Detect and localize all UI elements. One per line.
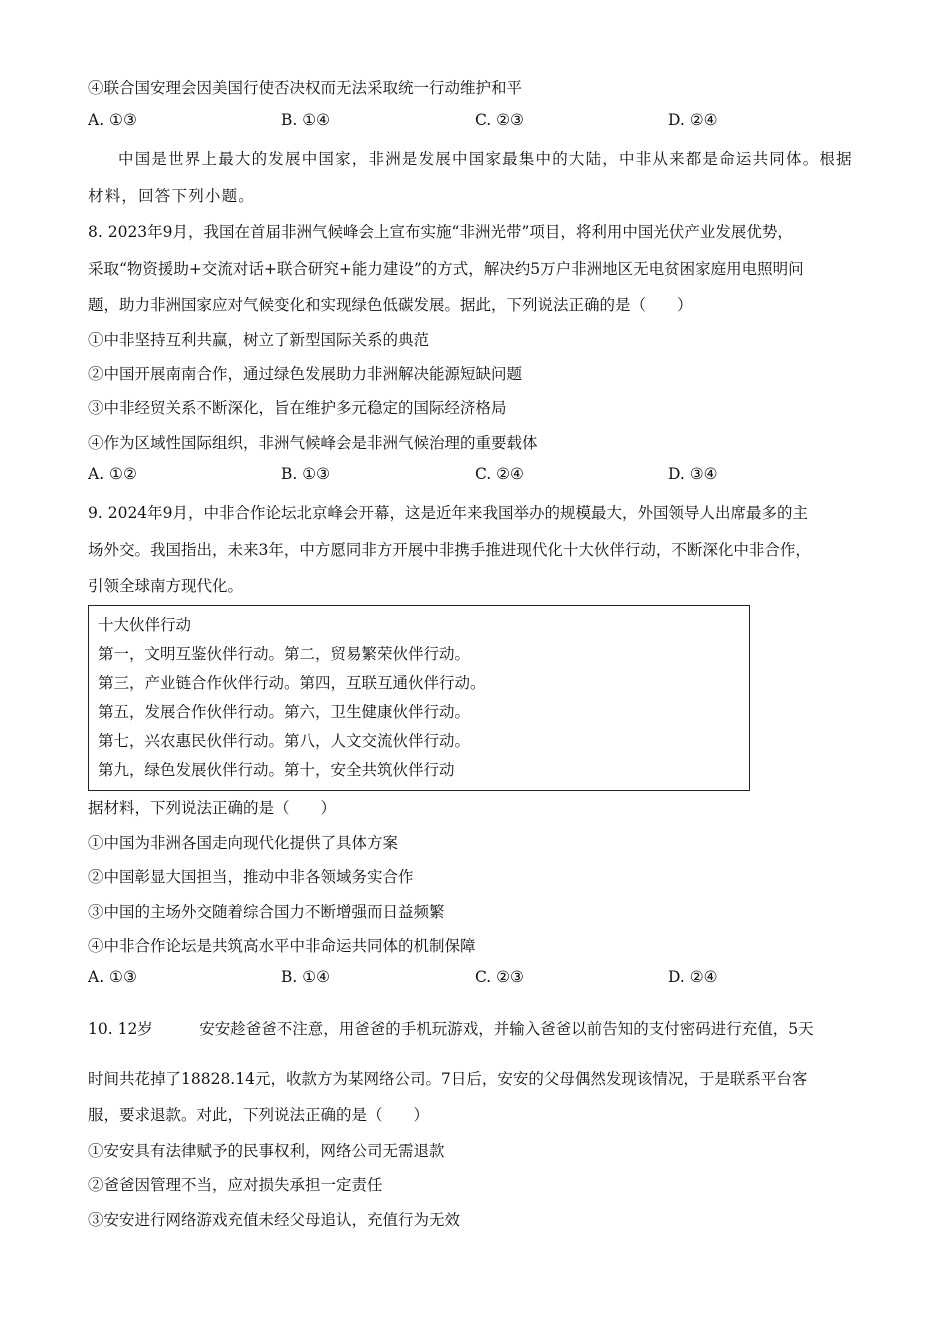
answer-options [88, 465, 788, 487]
q8-item: ③中非经贸关系不断深化，旨在维护多元稳定的国际经济格局 [88, 399, 507, 417]
answer-options [88, 968, 788, 990]
passage-line: 中国是世界上最大的发展中国家，非洲是发展中国家最集中的大陆，中非从来都是命运共同体。根据 [118, 150, 853, 168]
q8-item: ②中国开展南南合作，通过绿色发展助力非洲解决能源短缺问题 [88, 365, 523, 383]
option-c[interactable]: C. ②③ [475, 968, 524, 986]
passage-line: 材料，回答下列小题。 [88, 187, 256, 205]
option-a[interactable]: A. ①③ [88, 111, 137, 129]
option-b[interactable]: B. ①③ [281, 465, 331, 483]
q9-item: ③中国的主场外交随着综合国力不断增强而日益频繁 [88, 903, 445, 921]
option-d[interactable]: D. ②④ [668, 111, 718, 129]
material-box [88, 605, 750, 791]
q8-item: ①中非坚持互利共赢，树立了新型国际关系的典范 [88, 331, 430, 349]
option-d[interactable]: D. ③④ [668, 465, 718, 483]
option-a[interactable]: A. ①③ [88, 968, 137, 986]
option-d[interactable]: D. ②④ [668, 968, 718, 986]
answer-options [88, 111, 788, 133]
q9-stem: 9. 2024年9月，中非合作论坛北京峰会开幕，这是近年来我国举办的规模最大，外国领导人出席最多的主 [88, 504, 809, 522]
q8-stem: 8. 2023年9月，我国在首届非洲气候峰会上宣布实施“非洲光带”项目，将利用中国光伏产业发展优势， [88, 223, 793, 241]
option-c[interactable]: C. ②④ [475, 465, 524, 483]
material-box-line: 第五，发展合作伙伴行动。第六，卫生健康伙伴行动。 [98, 703, 471, 721]
q8-item: ④作为区域性国际组织，非洲气候峰会是非洲气候治理的重要载体 [88, 434, 538, 452]
q10-stem: 10. 12岁 安安趁爸爸不注意，用爸爸的手机玩游戏，并输入爸爸以前告知的支付密码进行充值，5天 [88, 1020, 814, 1038]
option-c[interactable]: C. ②③ [475, 111, 524, 129]
q9-item: ④中非合作论坛是共筑高水平中非命运共同体的机制保障 [88, 937, 476, 955]
question-item: ④联合国安理会因美国行使否决权而无法采取统一行动维护和平 [88, 79, 523, 97]
material-box-line: 第一，文明互鉴伙伴行动。第二，贸易繁荣伙伴行动。 [98, 645, 471, 663]
material-box-line: 第三，产业链合作伙伴行动。第四，互联互通伙伴行动。 [98, 674, 486, 692]
q9-item: ①中国为非洲各国走向现代化提供了具体方案 [88, 834, 399, 852]
q9-question: 据材料，下列说法正确的是（ ） [88, 799, 337, 817]
q10-stem: 服，要求退款。对此，下列说法正确的是（ ） [88, 1106, 430, 1124]
q9-item: ②中国彰显大国担当，推动中非各领域务实合作 [88, 868, 414, 886]
option-b[interactable]: B. ①④ [281, 968, 331, 986]
q9-stem: 场外交。我国指出，未来3年，中方愿同非方开展中非携手推进现代化十大伙伴行动，不断深化中非合作， [88, 541, 811, 559]
option-b[interactable]: B. ①④ [281, 111, 331, 129]
option-a[interactable]: A. ①② [88, 465, 137, 483]
q8-stem: 题，助力非洲国家应对气候变化和实现绿色低碳发展。据此，下列说法正确的是（ ） [88, 296, 693, 314]
q9-stem: 引领全球南方现代化。 [88, 577, 244, 595]
material-box-title: 十大伙伴行动 [98, 616, 192, 634]
q8-stem: 采取“物资援助+交流对话+联合研究+能力建设”的方式，解决约5万户非洲地区无电贫困家庭用电照明问 [88, 260, 804, 278]
q10-item: ①安安具有法律赋予的民事权利，网络公司无需退款 [88, 1142, 445, 1160]
q10-item: ③安安进行网络游戏充值未经父母追认，充值行为无效 [88, 1211, 461, 1229]
q10-stem: 时间共花掉了18828.14元，收款方为某网络公司。7日后，安安的父母偶然发现该情况，于是联系平台客 [88, 1070, 808, 1088]
q10-item: ②爸爸因管理不当，应对损失承担一定责任 [88, 1176, 383, 1194]
material-box-line: 第九，绿色发展伙伴行动。第十，安全共筑伙伴行动 [98, 761, 455, 779]
material-box-line: 第七，兴农惠民伙伴行动。第八，人文交流伙伴行动。 [98, 732, 471, 750]
